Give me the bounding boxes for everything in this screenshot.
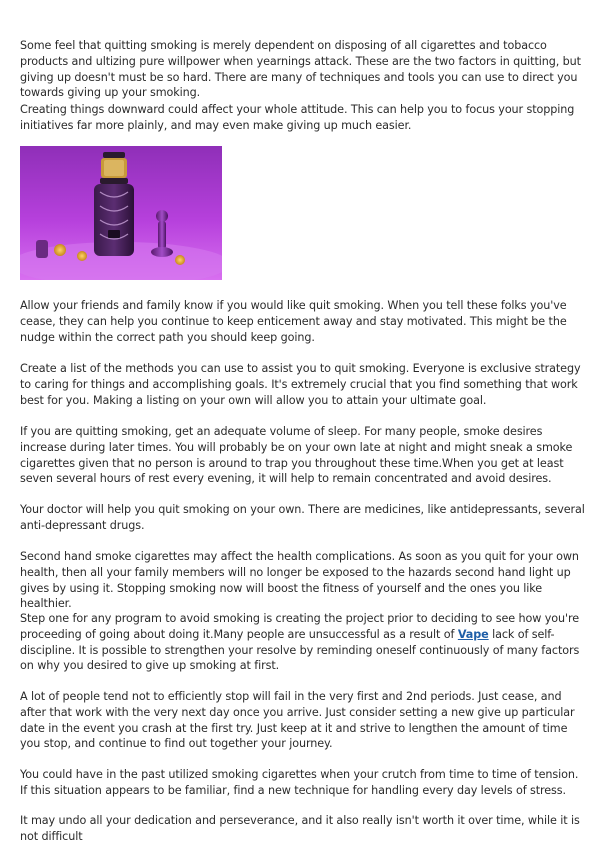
paragraph-undo: It may undo all your dedication and perseverance, and it also really isn't worth it over time, while it is not difficult	[20, 814, 580, 843]
vape-product-photo	[20, 146, 222, 280]
paragraph-step-one	[20, 611, 585, 674]
paragraph-sleep: If you are quitting smoking, get an adequate volume of sleep. For many people, smoke desires increase during later times. You will probably be on your own late at night and might sneak a smoke cigarettes given that no person is around to trap you throughout these time.When you get at least seven several hours of rest every evening, it will help to remain concentrated and avoid desires.	[20, 425, 573, 486]
paragraph-doctor: Your doctor will help you quit smoking on your own. There are medicines, like antidepressants, several anti-depressant drugs.	[20, 503, 585, 532]
paragraph-make-list: Create a list of the methods you can use to assist you to quit smoking. Everyone is exclusive strategy to caring for things and accomplishing goals. It's extremely crucial that you find something that work best for you. Making a listing on your own will allow you to attain your ultimate goal.	[20, 362, 581, 407]
paragraph-step-one-before: Step one for any program to avoid smoking is creating the project prior to deciding to see how you're proceeding of going about doing it.Many people are unsuccessful as a result of	[20, 612, 579, 641]
vape-photo-illustration	[20, 146, 222, 280]
paragraph-writing-down: Creating things downward could affect your whole attitude. This can help you to focus your stopping initiatives far more plainly, and may even make giving up much easier.	[20, 103, 575, 132]
paragraph-first-periods: A lot of people tend not to efficiently stop will fail in the very first and 2nd periods. Just cease, and after that work with the very next day once you arrive. Just consider setting a new give up particular date in the event you crash at the first try. Just keep at it and strive to lengthen the amount of time you stop, and continue to find out together your journey.	[20, 690, 575, 751]
paragraph-step-one-after: lack of self-discipline. It is possible to strengthen your resolve by reminding oneself continuously of many factors on why you desired to give up smoking at first.	[20, 627, 580, 673]
paragraph-crutch: You could have in the past utilized smoking cigarettes when your crutch from time to time of tension. If this situation appears to be familiar, find a new technique for handling every day levels of stress.	[20, 768, 579, 797]
paragraph-second-hand: Second hand smoke cigarettes may affect the health complications. As soon as you quit for your own health, then all your family members will no longer be exposed to the hazards second hand light up gives by using it. Stopping smoking now will boost the fitness of yourself and the ones you like healthier.	[20, 550, 579, 611]
vape-link[interactable]: Vape	[457, 627, 489, 641]
paragraph-intro: Some feel that quitting smoking is merely dependent on disposing of all cigarettes and tobacco products and ultizing pure willpower when yearnings attack. These are the two factors in quitting, but giving up doesn't must be so hard. There are many of techniques and tools you can use to direct you towards giving up your smoking.	[20, 39, 581, 100]
paragraph-tell-friends: Allow your friends and family know if you would like quit smoking. When you tell these folks you've cease, they can help you continue to keep enticement away and stay motivated. This might be the nudge within the correct path you should keep going.	[20, 299, 567, 344]
